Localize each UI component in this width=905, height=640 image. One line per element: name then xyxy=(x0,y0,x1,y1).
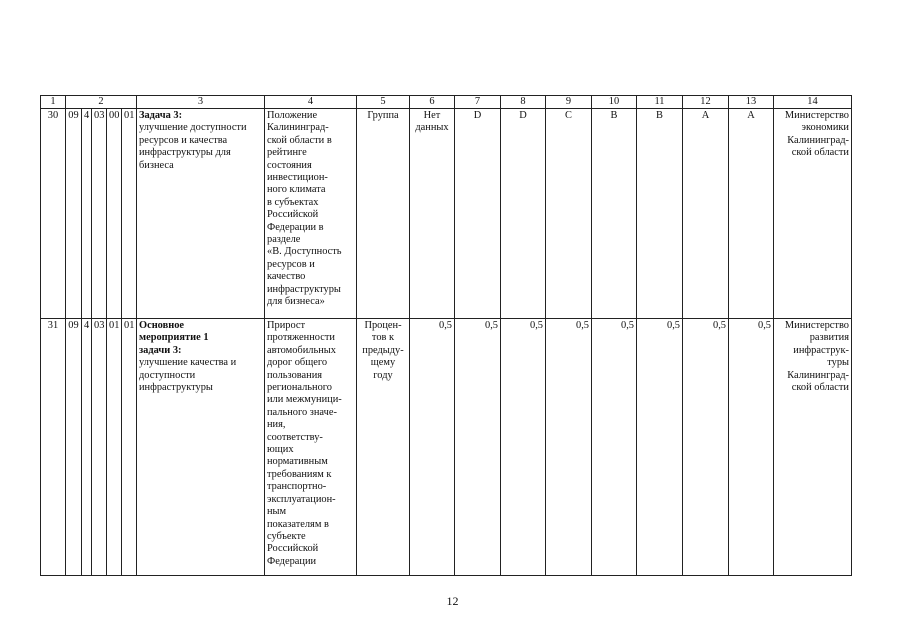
header-cell: 3 xyxy=(137,96,265,109)
program-table-sheet xyxy=(40,95,866,576)
value-cell: C xyxy=(546,109,592,319)
header-cell: 5 xyxy=(357,96,410,109)
row-number: 30 xyxy=(41,109,66,319)
header-cell: 7 xyxy=(455,96,501,109)
value-cell: A xyxy=(729,109,774,319)
indicator-cell: Прирост протяженности автомобильных дорог общего пользования регионального или межмуници- пального значе- ния, соответству- ющих нормативным требованиям к транспортно- эксплуатацион- ным показателям в субъекте Российской Федерации xyxy=(265,319,357,576)
table-row xyxy=(41,319,905,576)
value-cell: Нет данных xyxy=(410,109,455,319)
code-cell: 03 xyxy=(92,109,107,319)
value-cell: 0,5 xyxy=(729,319,774,576)
table-row xyxy=(41,109,905,319)
value-cell: D xyxy=(501,109,546,319)
header-cell: 14 xyxy=(774,96,852,109)
value-cell: B xyxy=(592,109,637,319)
responsible-cell: Министерство развития инфраструк- туры Калининград- ской области xyxy=(774,319,852,576)
value-cell: 0,5 xyxy=(455,319,501,576)
code-cell: 09 xyxy=(66,109,82,319)
header-cell: 11 xyxy=(637,96,683,109)
code-cell: 01 xyxy=(122,109,137,319)
header-cell: 10 xyxy=(592,96,637,109)
task-name-cell xyxy=(137,319,265,576)
code-cell: 00 xyxy=(107,109,122,319)
value-cell: D xyxy=(455,109,501,319)
indicator-cell: Положение Калининград- ской области в рейтинге состояния инвестицион- ного климата в субъектах Российской Федерации в разделе «В. Доступность ресурсов и качество инфраструктуры для бизнеса» xyxy=(265,109,357,319)
header-cell: 9 xyxy=(546,96,592,109)
header-cell: 2 xyxy=(66,96,137,109)
task-description: улучшение качества и доступности инфраструктуры xyxy=(139,357,237,394)
header-cell: 8 xyxy=(501,96,546,109)
header-cell: 12 xyxy=(683,96,729,109)
task-title: Задача 3: xyxy=(139,110,183,121)
value-cell: 0,5 xyxy=(546,319,592,576)
task-description: улучшение доступности ресурсов и качества инфраструктуры для бизнеса xyxy=(139,122,247,171)
value-cell: A xyxy=(683,109,729,319)
code-cell: 4 xyxy=(82,319,92,576)
value-cell: 0,5 xyxy=(592,319,637,576)
unit-cell: Процен- тов к предыду- щему году xyxy=(357,319,410,576)
header-cell: 1 xyxy=(41,96,66,109)
responsible-cell: Министерство экономики Калининград- ской области xyxy=(774,109,852,319)
row-number: 31 xyxy=(41,319,66,576)
code-cell: 03 xyxy=(92,319,107,576)
unit-cell: Группа xyxy=(357,109,410,319)
value-cell: 0,5 xyxy=(683,319,729,576)
code-cell: 01 xyxy=(122,319,137,576)
value-cell: 0,5 xyxy=(501,319,546,576)
header-cell: 6 xyxy=(410,96,455,109)
code-cell: 01 xyxy=(107,319,122,576)
task-name-cell xyxy=(137,109,265,319)
value-cell: 0,5 xyxy=(410,319,455,576)
value-cell: 0,5 xyxy=(637,319,683,576)
value-cell: B xyxy=(637,109,683,319)
code-cell: 4 xyxy=(82,109,92,319)
page-number: 12 xyxy=(446,594,459,608)
task-title: Основное мероприятие 1 задачи 3: xyxy=(139,320,209,356)
header-row xyxy=(41,96,905,109)
header-cell: 4 xyxy=(265,96,357,109)
header-cell: 13 xyxy=(729,96,774,109)
indicators-table xyxy=(40,95,905,576)
code-cell: 09 xyxy=(66,319,82,576)
